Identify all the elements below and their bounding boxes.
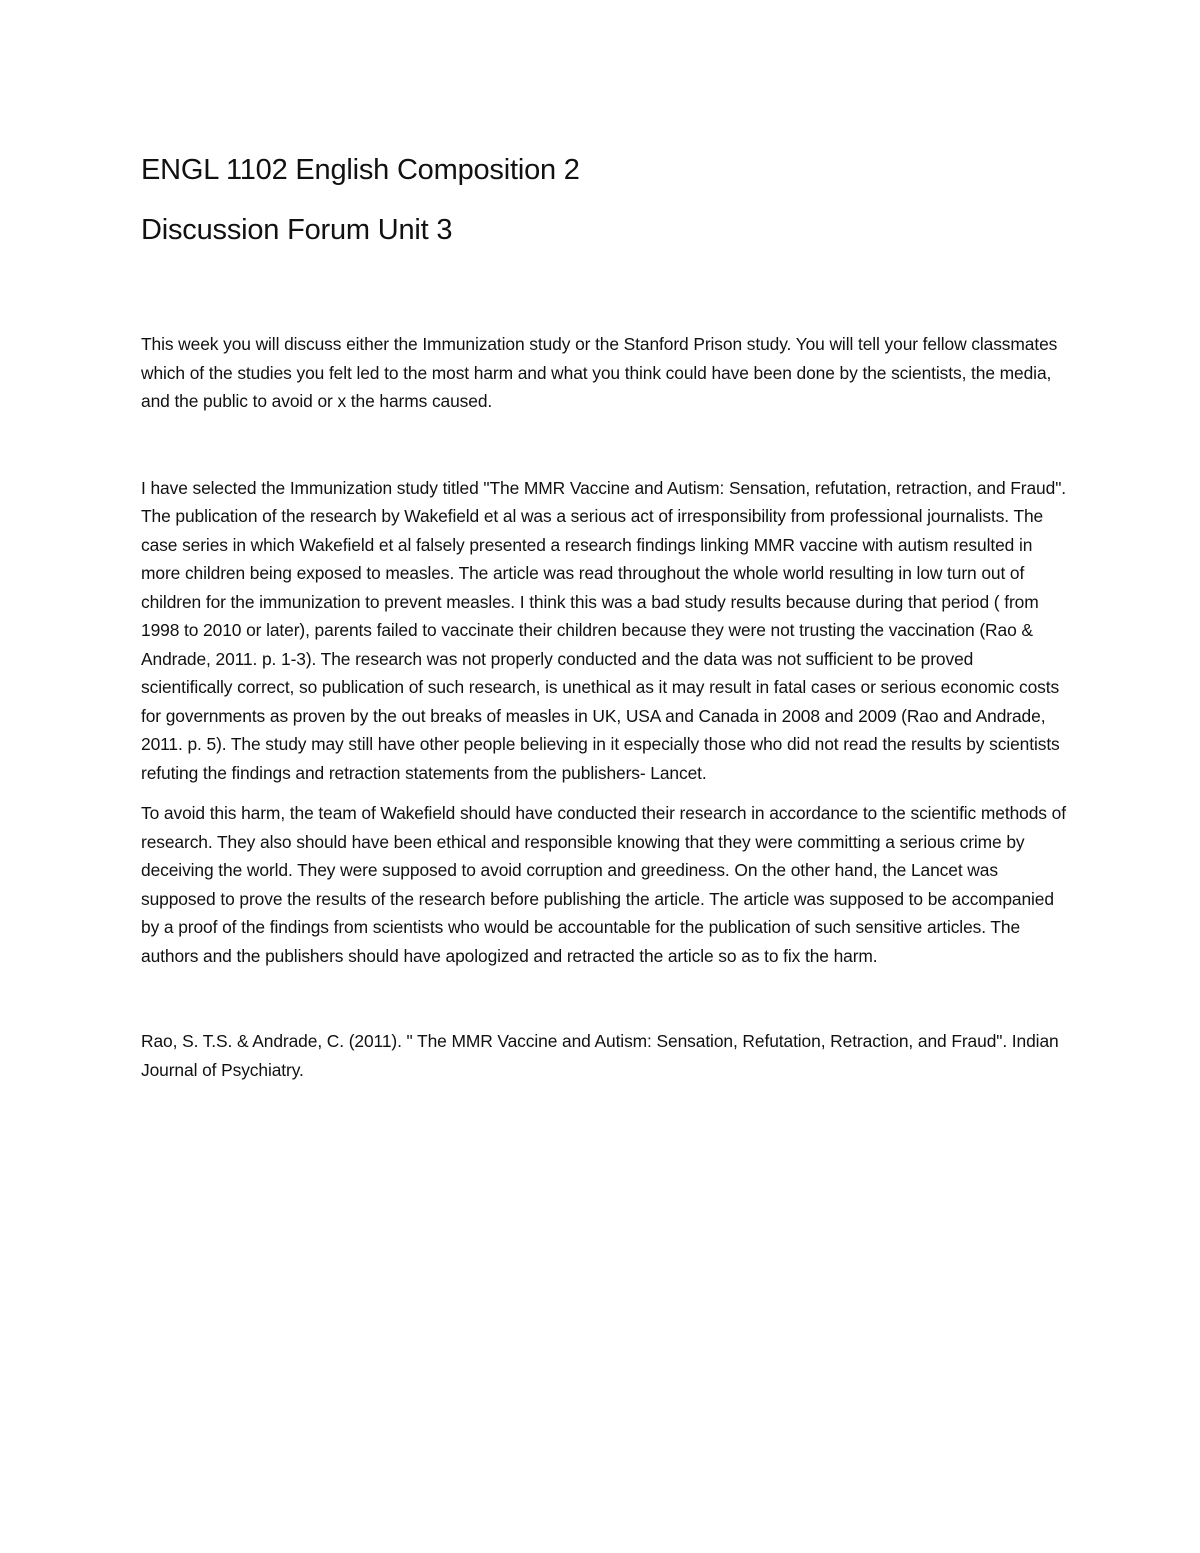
prompt-paragraph: This week you will discuss either the Immunization study or the Stanford Prison study. You will tell your fellow classmates which of the studies you felt led to the most harm and what you think could have been done by the scientists, the media, and the public to avoid or x the harms caused. (141, 334, 1058, 411)
spacer (141, 260, 1066, 330)
course-title: ENGL 1102 English Composition 2 (141, 154, 580, 186)
reference-citation: Rao, S. T.S. & Andrade, C. (2011). " The MMR Vaccine and Autism: Sensation, Refutation, Retraction, and Fraud". Indian Journal of Psychiatry. (141, 1031, 1059, 1080)
response-paragraph-1: I have selected the Immunization study titled "The MMR Vaccine and Autism: Sensation, refutation, retraction, and Fraud". The publication of the research by Wakefield et al was a serious act of irresponsibility from professional journalists. The case series in which Wakefield et al falsely presented a research findings linking MMR vaccine with autism resulted in more children being exposed to measles. The article was read throughout the whole world resulting in low turn out of children for the immunization to prevent measles. I think this was a bad study results because during that period ( from 1998 to 2010 or later), parents failed to vaccinate their children because they were not trusting the vaccination (Rao & Andrade, 2011. p. 1-3). The research was not properly conducted and the data was not sufficient to be proved scientifically correct, so publication of such research, is unethical as it may result in fatal cases or serious economic costs for governments as proven by the out breaks of measles in UK, USA and Canada in 2008 and 2009 (Rao and Andrade, 2011. p. 5). The study may still have other people believing in it especially those who did not read the results by scientists refuting the findings and retraction statements from the publishers- Lancet. (141, 477, 1066, 783)
spacer (141, 787, 1066, 799)
document-body (141, 140, 1066, 1084)
forum-title: Discussion Forum Unit 3 (141, 214, 453, 246)
spacer (141, 970, 1066, 1027)
spacer (141, 416, 1066, 474)
response-paragraph-2: To avoid this harm, the team of Wakefield should have conducted their research in accordance to the scientific methods of research. They also should have been ethical and responsible knowing that they were committing a serious crime by deceiving the world. They were supposed to avoid corruption and greediness. On the other hand, the Lancet was supposed to prove the results of the research before publishing the article. The article was supposed to be accompanied by a proof of the findings from scientists who would be accountable for the publication of such sensitive articles. The authors and the publishers should have apologized and retracted the article so as to fix the harm. (141, 803, 1066, 966)
